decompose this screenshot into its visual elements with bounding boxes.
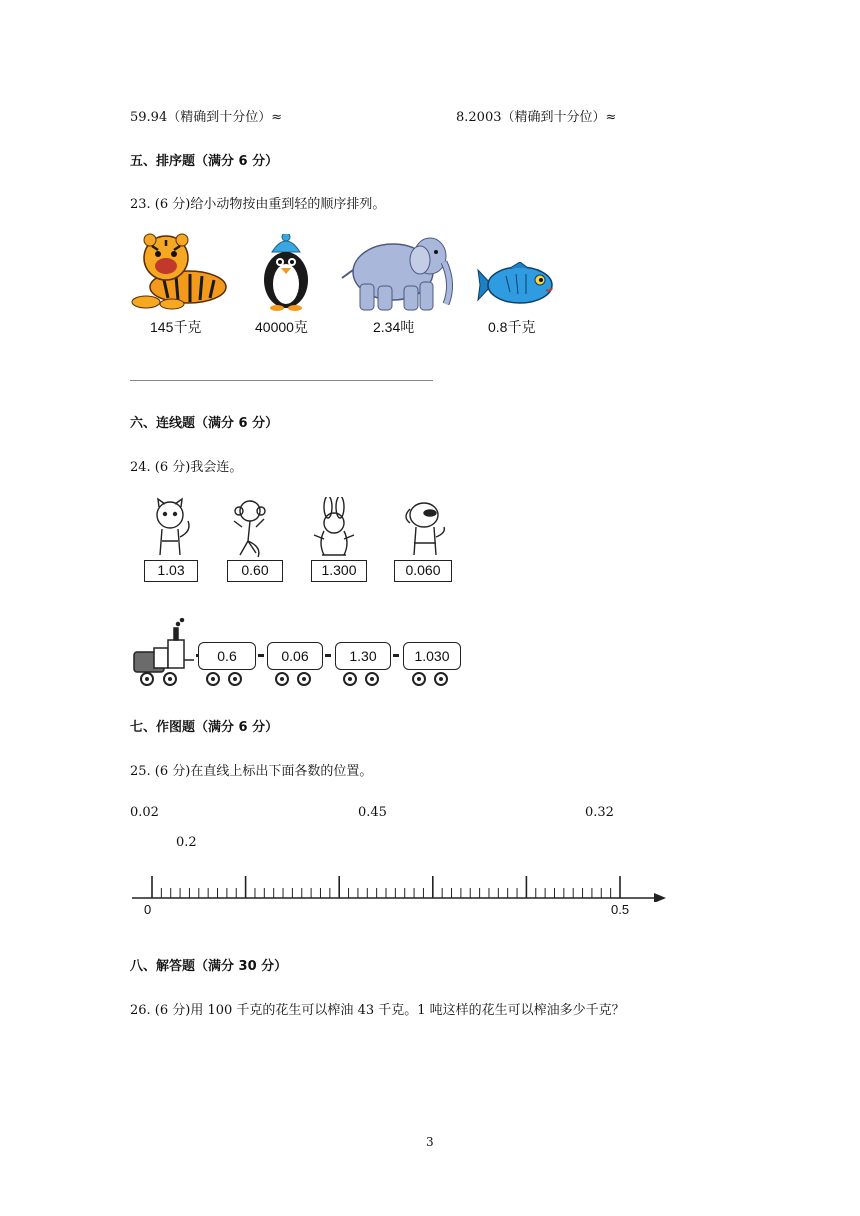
coupler [393, 654, 399, 657]
wheel-icon [206, 672, 220, 686]
section7-title: 七、作图题（满分 6 分） [130, 720, 279, 735]
animal-box-cat[interactable]: 1.03 [144, 560, 198, 582]
animal-box-dog[interactable]: 0.060 [394, 560, 452, 582]
number-line-start-label: 0 [144, 902, 152, 917]
fish-label: 0.8千克 [488, 319, 536, 335]
train-car-1[interactable]: 0.6 [198, 642, 256, 670]
q24-animal-sketches [140, 497, 470, 559]
penguin-label: 40000克 [255, 319, 308, 335]
number-line[interactable] [130, 870, 670, 920]
number-0-45: 0.45 [358, 805, 387, 820]
q26-text: 26. (6 分)用 100 千克的花生可以榨油 43 千克。1 吨这样的花生可以榨油多少千克？ [130, 1003, 625, 1018]
wheel-icon [365, 672, 379, 686]
wheel-icon [275, 672, 289, 686]
cat-icon [157, 499, 189, 555]
coupler [258, 654, 264, 657]
elephant-image [338, 234, 458, 314]
wheel-icon [140, 672, 154, 686]
section5-title: 五、排序题（满分 6 分） [130, 154, 279, 169]
train-car-4[interactable]: 1.030 [403, 642, 461, 670]
q25-text: 25. (6 分)在直线上标出下面各数的位置。 [130, 764, 373, 779]
number-0-2: 0.2 [176, 835, 197, 850]
coupler [196, 654, 199, 657]
penguin-image [256, 234, 316, 312]
dog-icon [406, 503, 444, 555]
q23-text: 23. (6 分)给小动物按由重到轻的顺序排列。 [130, 197, 386, 212]
train-car-2[interactable]: 0.06 [267, 642, 323, 670]
q22-item-2: 8.2003（精确到十分位）≈ [456, 110, 617, 125]
train-engine [132, 618, 196, 674]
wheel-icon [297, 672, 311, 686]
arrow-icon [654, 893, 666, 902]
coupler [325, 654, 331, 657]
animal-box-monkey[interactable]: 0.60 [227, 560, 283, 582]
q23-answer-line[interactable] [130, 380, 433, 381]
wheel-icon [434, 672, 448, 686]
q24-text: 24. (6 分)我会连。 [130, 460, 243, 475]
fish-image [476, 262, 556, 308]
tiger-image [128, 232, 228, 310]
wheel-icon [228, 672, 242, 686]
section8-title: 八、解答题（满分 30 分） [130, 959, 288, 974]
elephant-label: 2.34吨 [373, 319, 415, 335]
wheel-icon [343, 672, 357, 686]
q22-item-1: 59.94（精确到十分位）≈ [130, 110, 283, 125]
page-number: 3 [426, 1135, 434, 1149]
rabbit-icon [314, 497, 354, 555]
number-line-end-label: 0.5 [611, 902, 630, 917]
train-car-3[interactable]: 1.30 [335, 642, 391, 670]
section6-title: 六、连线题（满分 6 分） [130, 416, 279, 431]
wheel-icon [412, 672, 426, 686]
monkey-icon [234, 501, 265, 557]
wheel-icon [163, 672, 177, 686]
tiger-label: 145千克 [150, 319, 202, 335]
number-0-02: 0.02 [130, 805, 159, 820]
animal-box-rabbit[interactable]: 1.300 [311, 560, 367, 582]
number-0-32: 0.32 [585, 805, 614, 820]
